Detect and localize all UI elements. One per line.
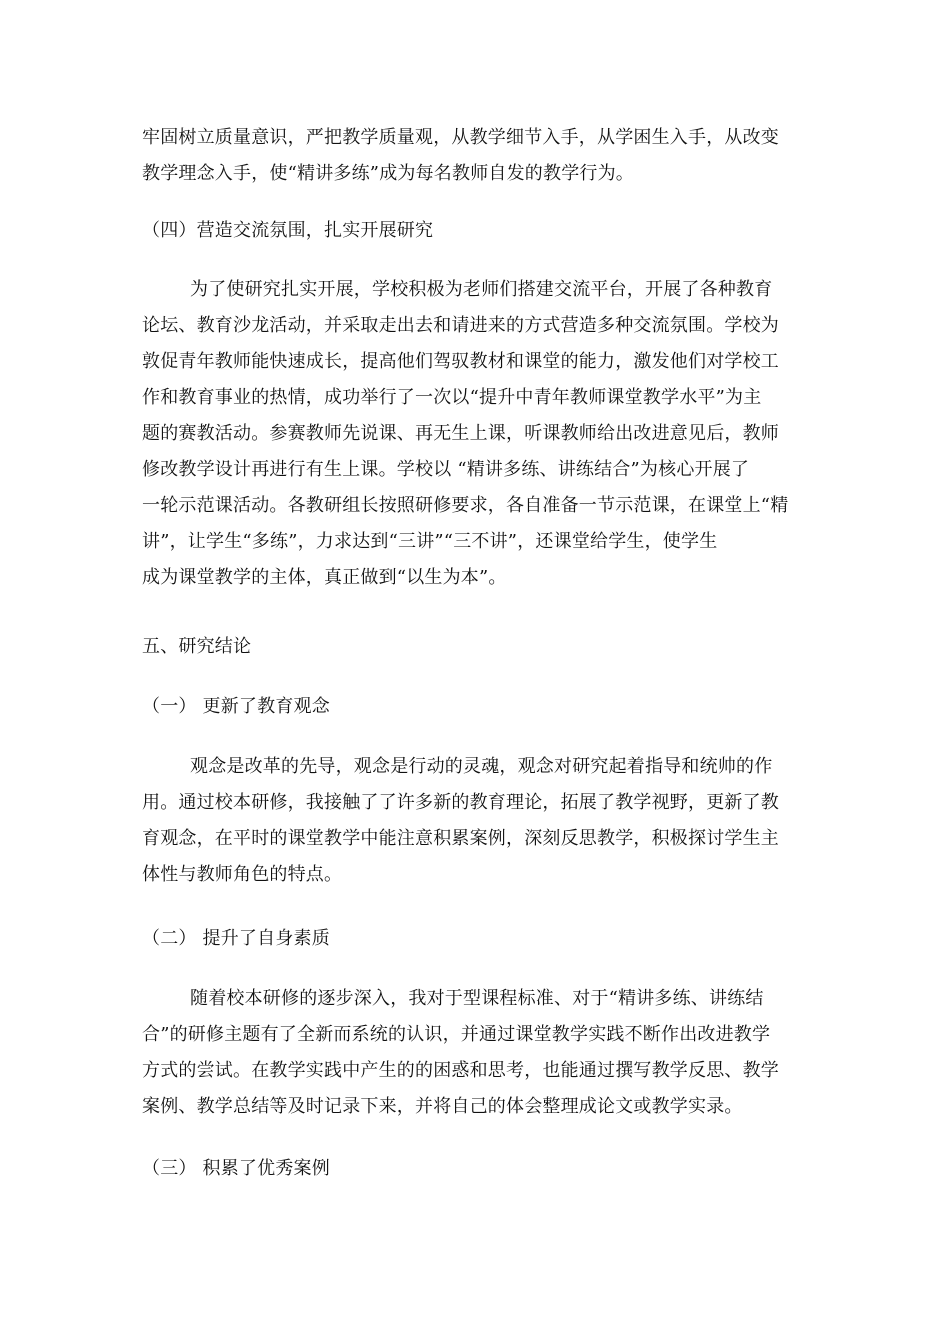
paragraph-line: 作和教育事业的热情，成功举行了一次以“提升中青年教师课堂教学水平”为主 xyxy=(142,387,762,408)
paragraph-line: 教学理念入手，使“精讲多练”成为每名教师自发的教学行为。 xyxy=(142,163,635,184)
subsection-1-heading: （一） 更新了教育观念 xyxy=(142,696,330,717)
subsection-2-paragraph xyxy=(142,981,812,1125)
paragraph-line: 方式的尝试。在教学实践中产生的的困惑和思考，也能通过撰写教学反思、教学 xyxy=(142,1060,779,1081)
continuation-paragraph xyxy=(142,120,812,192)
paragraph-line: 体性与教师角色的特点。 xyxy=(142,864,343,885)
paragraph-line: 修改教学设计再进行有生上课。学校以 “精讲多练、讲练结合”为核心开展了 xyxy=(142,459,750,480)
paragraph-line: 随着校本研修的逐步深入，我对于型课程标准、对于“精讲多练、讲练结 xyxy=(190,988,764,1009)
subsection-3-heading: （三） 积累了优秀案例 xyxy=(142,1158,330,1179)
paragraph-line: 案例、教学总结等及时记录下来，并将自己的体会整理成论文或教学实录。 xyxy=(142,1096,743,1117)
paragraph-line: 育观念，在平时的课堂教学中能注意积累案例，深刻反思教学，积极探讨学生主 xyxy=(142,828,779,849)
paragraph-line: 题的赛教活动。参赛教师先说课、再无生上课，听课教师给出改进意见后，教师 xyxy=(142,423,779,444)
section-4-paragraph xyxy=(142,272,812,596)
paragraph-line: 成为课堂教学的主体，真正做到“以生为本”。 xyxy=(142,567,507,588)
paragraph-line: 为了使研究扎实开展，学校积极为老师们搭建交流平台，开展了各种教育 xyxy=(190,279,773,300)
paragraph-line: 一轮示范课活动。各教研组长按照研修要求，各自准备一节示范课，在课堂上“精 xyxy=(142,495,789,516)
paragraph-line: 敦促青年教师能快速成长，提高他们驾驭教材和课堂的能力，激发他们对学校工 xyxy=(142,351,779,372)
paragraph-line: 用。通过校本研修，我接触了了许多新的教育理论，拓展了教学视野，更新了教 xyxy=(142,792,779,813)
paragraph-line: 合”的研修主题有了全新而系统的认识，并通过课堂教学实践不断作出改进教学 xyxy=(142,1024,771,1045)
chapter-5-heading: 五、研究结论 xyxy=(142,636,252,657)
paragraph-line: 牢固树立质量意识，严把教学质量观，从教学细节入手，从学困生入手，从改变 xyxy=(142,127,779,148)
paragraph-line: 论坛、教育沙龙活动，并采取走出去和请进来的方式营造多种交流氛围。学校为 xyxy=(142,315,779,336)
paragraph-line: 讲”，让学生“多练”，力求达到“三讲”“三不讲”，还课堂给学生，使学生 xyxy=(142,531,718,552)
subsection-2-heading: （二） 提升了自身素质 xyxy=(142,928,330,949)
section-4-heading: （四）营造交流氛围，扎实开展研究 xyxy=(142,220,434,241)
paragraph-line: 观念是改革的先导，观念是行动的灵魂，观念对研究起着指导和统帅的作 xyxy=(190,756,773,777)
subsection-1-paragraph xyxy=(142,749,812,893)
